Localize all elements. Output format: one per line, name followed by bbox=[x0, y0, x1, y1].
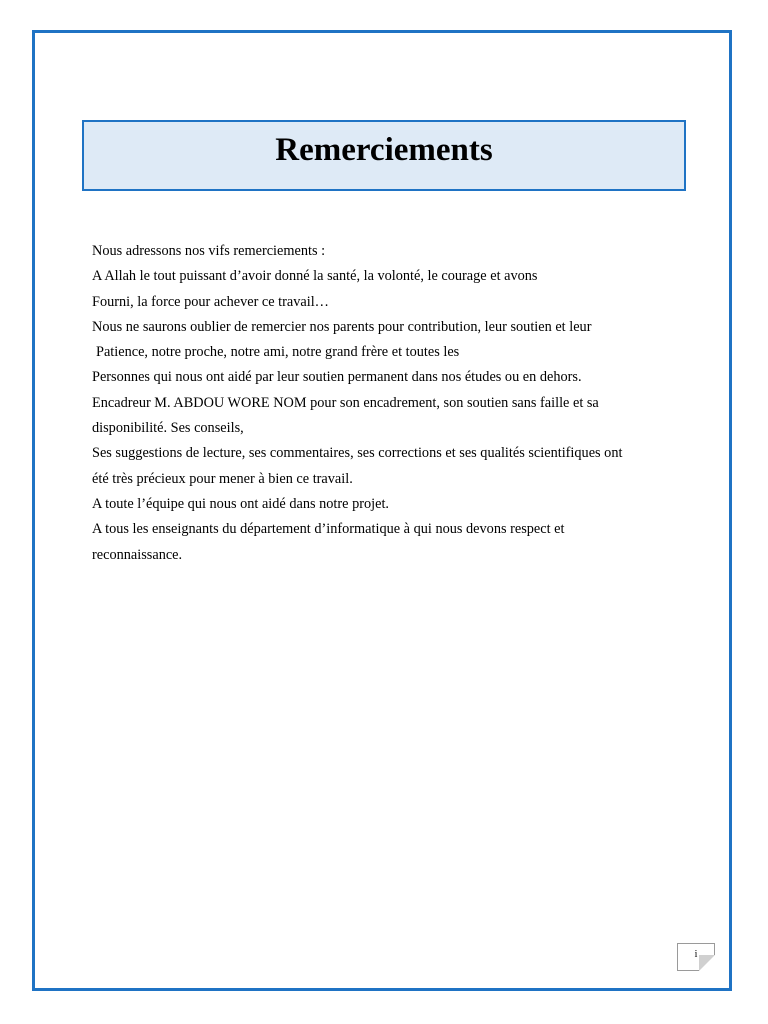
body-line: Ses suggestions de lecture, ses commentaires, ses corrections et ses qualités scientifiques ont bbox=[92, 445, 623, 462]
page-curl-icon bbox=[699, 955, 715, 971]
page-number: i bbox=[694, 949, 698, 960]
body-line: A toute l’équipe qui nous ont aidé dans notre projet. bbox=[92, 495, 389, 512]
body-line: Patience, notre proche, notre ami, notre grand frère et toutes les bbox=[96, 344, 460, 361]
body-line: A Allah le tout puissant d’avoir donné la santé, la volonté, le courage et avons bbox=[92, 268, 538, 285]
body-line: été très précieux pour mener à bien ce travail. bbox=[92, 470, 353, 487]
body-line: Nous adressons nos vifs remerciements : bbox=[92, 243, 326, 259]
body-line: disponibilité. Ses conseils, bbox=[92, 420, 244, 437]
acknowledgements-body bbox=[92, 239, 682, 568]
body-line: Personnes qui nous ont aidé par leur soutien permanent dans nos études ou en dehors. bbox=[92, 369, 582, 386]
body-line: A tous les enseignants du département d’informatique à qui nous devons respect et bbox=[92, 521, 565, 538]
body-line: Fourni, la force pour achever ce travail… bbox=[92, 293, 329, 310]
body-line: reconnaissance. bbox=[92, 546, 183, 563]
page-number-badge bbox=[677, 943, 715, 971]
title-box bbox=[82, 120, 686, 191]
page-title: Remerciements bbox=[275, 132, 493, 168]
body-line: Nous ne saurons oublier de remercier nos parents pour contribution, leur soutien et leur bbox=[92, 318, 592, 335]
body-line: Encadreur M. ABDOU WORE NOM pour son encadrement, son soutien sans faille et sa bbox=[92, 394, 599, 411]
